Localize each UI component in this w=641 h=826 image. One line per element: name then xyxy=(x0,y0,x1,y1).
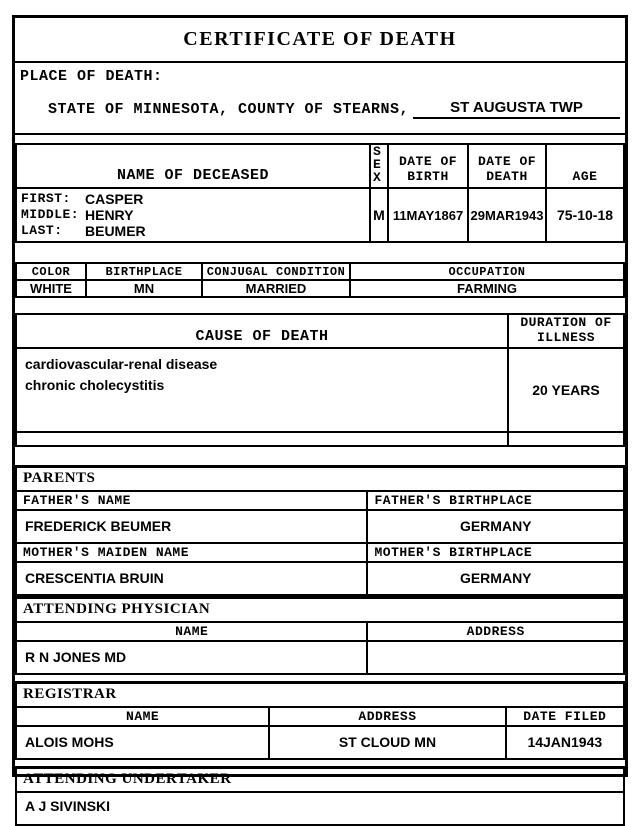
undertaker-name-value: A J SIVINSKI xyxy=(25,798,111,814)
registrar-address-value: ST CLOUD MN xyxy=(270,727,506,758)
deceased-name-cell xyxy=(16,188,370,242)
parents-name-header-row xyxy=(17,492,623,511)
cause-of-death-header: CAUSE OF DEATH xyxy=(16,314,508,348)
spacer xyxy=(15,298,625,313)
demographics-header-row xyxy=(16,263,624,280)
registrar-address-header: ADDRESS xyxy=(270,708,506,725)
mothers-maiden-name-label: MOTHER'S MAIDEN NAME xyxy=(17,544,368,561)
attending-physician-label: ATTENDING PHYSICIAN xyxy=(17,599,623,623)
deceased-table xyxy=(15,143,625,243)
middle-name-label: MIDDLE: xyxy=(21,207,80,222)
birthplace-header: BIRTHPLACE xyxy=(86,263,202,280)
registrar-date-filed-value: 14JAN1943 xyxy=(527,734,603,750)
registrar-section-label: REGISTRAR xyxy=(17,684,623,708)
registrar-date-filed-header: DATE FILED xyxy=(523,709,607,724)
spacer xyxy=(15,243,625,262)
sex-header-letter: S xyxy=(373,144,382,159)
empty-cell xyxy=(16,432,508,446)
cause-value-row xyxy=(16,348,624,432)
registrar-value-row xyxy=(17,727,623,758)
first-name-label: FIRST: xyxy=(21,191,71,206)
cause-of-death-value xyxy=(16,348,508,432)
parents-mother-header-row xyxy=(17,544,623,563)
registrar-name-header: NAME xyxy=(17,708,270,725)
physician-name-header: NAME xyxy=(17,623,368,640)
fathers-birthplace-label: FATHER'S BIRTHPLACE xyxy=(374,493,533,508)
last-name-line xyxy=(21,223,365,239)
cause-of-death-table xyxy=(15,313,625,447)
demographics-value-row xyxy=(16,280,624,297)
parents-section xyxy=(15,465,625,596)
date-of-death-header: DATE OF DEATH xyxy=(468,144,546,188)
age-value: 75-10-18 xyxy=(546,188,624,242)
empty-cell xyxy=(508,432,624,446)
fathers-name-value: FREDERICK BEUMER xyxy=(17,511,368,542)
date-of-birth-header: DATE OF BIRTH xyxy=(388,144,468,188)
sex-header-letter: E xyxy=(373,157,382,172)
mothers-birthplace-label: MOTHER'S BIRTHPLACE xyxy=(374,545,533,560)
deceased-value-row xyxy=(16,188,624,242)
cause-empty-row xyxy=(16,432,624,446)
cause-header-row xyxy=(16,314,624,348)
title-section xyxy=(15,18,625,63)
place-of-death-section xyxy=(15,63,625,135)
registrar-section xyxy=(15,681,625,760)
attending-physician-section xyxy=(15,596,625,675)
first-name-value: CASPER xyxy=(85,191,144,207)
duration-of-illness-header: DURATION OF ILLNESS xyxy=(508,314,624,348)
name-of-deceased-header: NAME OF DECEASED xyxy=(16,144,370,188)
physician-address-value xyxy=(368,642,623,673)
first-name-line xyxy=(21,191,365,207)
registrar-name-value: ALOIS MOHS xyxy=(17,727,270,758)
place-of-death-line xyxy=(20,99,620,119)
registrar-header-row xyxy=(17,708,623,727)
last-name-value: BEUMER xyxy=(85,223,146,239)
conjugal-condition-header: CONJUGAL CONDITION xyxy=(202,263,350,280)
color-header: COLOR xyxy=(16,263,86,280)
place-of-death-value: ST AUGUSTA TWP xyxy=(413,99,620,119)
middle-name-value: HENRY xyxy=(85,207,134,223)
fathers-birthplace-value: GERMANY xyxy=(459,518,532,534)
demographics-table xyxy=(15,262,625,298)
deceased-header-row xyxy=(16,144,624,188)
conjugal-condition-value: MARRIED xyxy=(202,280,350,297)
sex-header-letter: X xyxy=(373,170,382,185)
certificate-title: CERTIFICATE OF DEATH xyxy=(183,28,457,50)
mothers-maiden-name-value: CRESCENTIA BRUIN xyxy=(17,563,368,594)
place-of-death-label: PLACE OF DEATH: xyxy=(20,68,163,85)
date-of-birth-value: 11MAY1867 xyxy=(388,188,468,242)
sex-header xyxy=(370,144,388,188)
age-header: AGE xyxy=(546,144,624,188)
parents-section-label: PARENTS xyxy=(17,468,623,492)
duration-value: 20 YEARS xyxy=(508,348,624,432)
middle-name-line xyxy=(21,207,365,223)
sex-value: M xyxy=(370,188,388,242)
fathers-name-label: FATHER'S NAME xyxy=(17,492,368,509)
parents-mother-value-row xyxy=(17,563,623,594)
certificate-form xyxy=(12,15,628,814)
spacer xyxy=(15,447,625,465)
attending-undertaker-label: ATTENDING UNDERTAKER xyxy=(17,769,623,793)
cause-line-1: cardiovascular-renal disease xyxy=(25,356,218,372)
physician-address-header: ADDRESS xyxy=(466,624,525,639)
cause-line-2: chronic cholecystitis xyxy=(25,377,165,393)
last-name-label: LAST: xyxy=(21,223,63,238)
mothers-birthplace-value: GERMANY xyxy=(459,570,532,586)
color-value: WHITE xyxy=(16,280,86,297)
spacer xyxy=(15,135,625,143)
physician-value-row xyxy=(17,642,623,673)
physician-name-value: R N JONES MD xyxy=(17,642,368,673)
occupation-header: OCCUPATION xyxy=(350,263,624,280)
state-county-text: STATE OF MINNESOTA, COUNTY OF STEARNS, xyxy=(48,101,410,118)
birthplace-value: MN xyxy=(86,280,202,297)
occupation-value: FARMING xyxy=(350,280,624,297)
parents-father-value-row xyxy=(17,511,623,544)
date-of-death-value: 29MAR1943 xyxy=(468,188,546,242)
attending-undertaker-section xyxy=(15,766,625,826)
physician-header-row xyxy=(17,623,623,642)
